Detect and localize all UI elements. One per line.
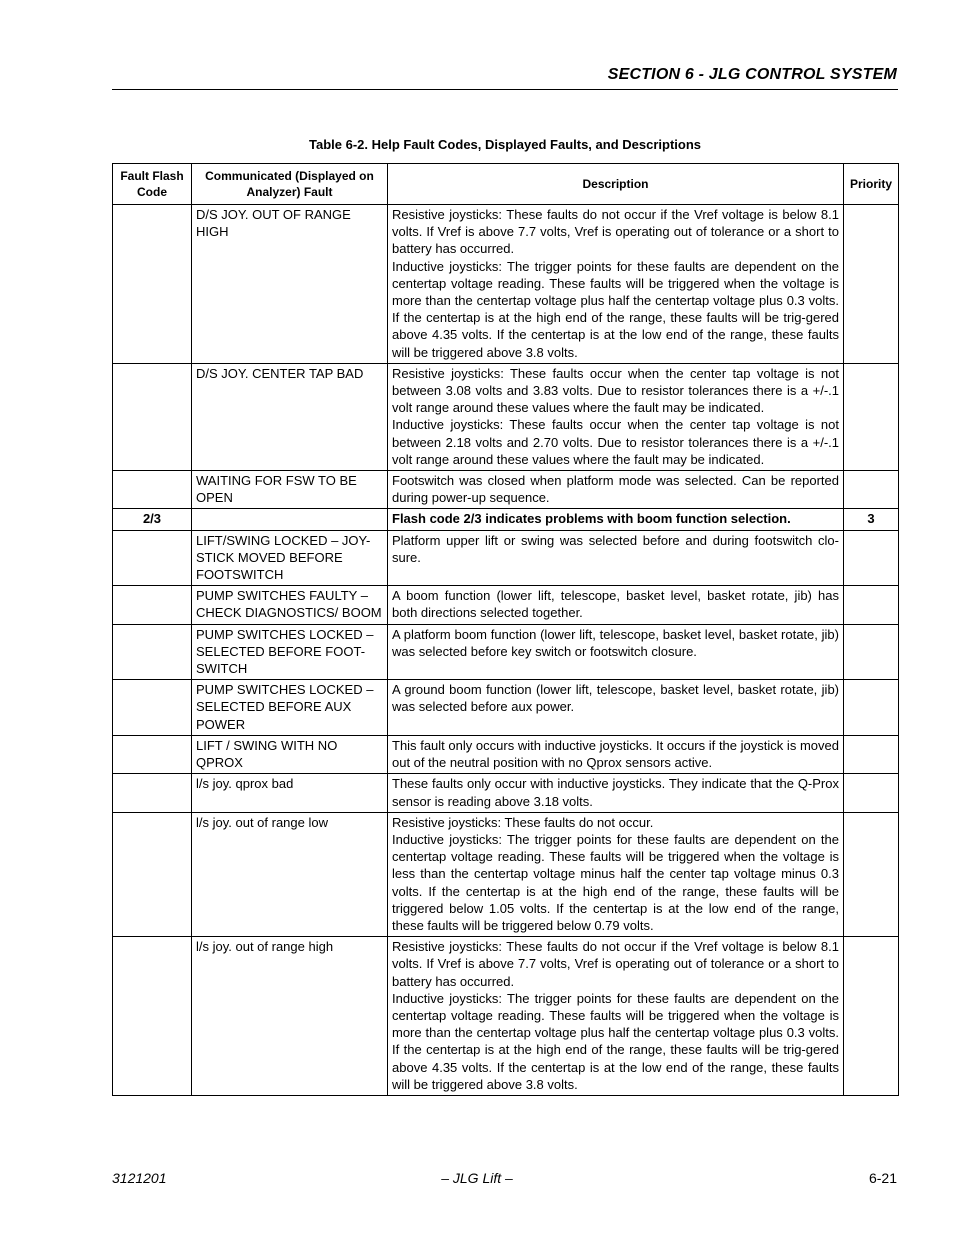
table-title: Table 6-2. Help Fault Codes, Displayed Faults, and Descriptions <box>308 137 701 152</box>
description-cell: A platform boom function (lower lift, telescope, basket level, basket rotate, jib) was selected before key switch or footswitch closure. <box>388 624 844 680</box>
flash-code-cell <box>113 205 192 364</box>
fault-cell: LIFT / SWING WITH NO QPROX <box>192 735 388 773</box>
fault-codes-table <box>112 163 899 1096</box>
priority-cell <box>844 586 899 624</box>
fault-cell: D/S JOY. CENTER TAP BAD <box>192 363 388 470</box>
table-row <box>113 363 899 470</box>
priority-cell <box>844 812 899 936</box>
flash-code-cell <box>113 586 192 624</box>
column-header-description: Description <box>388 164 844 205</box>
table-row <box>113 774 899 812</box>
table-row <box>113 624 899 680</box>
header-divider <box>112 89 898 90</box>
priority-cell <box>844 471 899 509</box>
description-cell: Flash code 2/3 indicates problems with boom function selection. <box>388 509 844 530</box>
priority-cell <box>844 735 899 773</box>
description-cell: Resistive joysticks: These faults do not occur if the Vref voltage is below 8.1 volts. If Vref is above 7.7 volts, Vref is operating out of tolerance or a short to battery has occurred. Inductive joysticks: The trigger points for these faults are dependent on the centertap voltage reading. These faults will be triggered when the voltage is more than the centertap voltage plus half the centertap voltage plus 0.3 volts. If the centertap is at the high end of the range, these faults will be trig-gered above 4.35 volts. If the centertap is at the low end of the range, these faults will be triggered above 3.8 volts. <box>388 205 844 364</box>
priority-cell <box>844 774 899 812</box>
footer-brand: – JLG Lift – <box>441 1170 513 1186</box>
table-row <box>113 812 899 936</box>
flash-code-cell <box>113 812 192 936</box>
priority-cell: 3 <box>844 509 899 530</box>
flash-code-cell <box>113 774 192 812</box>
table-row <box>113 680 899 736</box>
fault-cell: PUMP SWITCHES FAULTY – CHECK DIAGNOSTICS/ BOOM <box>192 586 388 624</box>
flash-code-cell <box>113 735 192 773</box>
description-cell: A boom function (lower lift, telescope, basket level, basket rotate, jib) has both directions selected together. <box>388 586 844 624</box>
description-cell: This fault only occurs with inductive joysticks. It occurs if the joystick is moved out of the neutral position with no Qprox sensors active. <box>388 735 844 773</box>
description-cell: Resistive joysticks: These faults do not occur. Inductive joysticks: The trigger points for these faults are dependent on the centertap voltage reading. These faults will be triggered when the voltage is less than the centertap voltage minus half the center tap voltage minus 0.3 volts. If the centertap is at the high end of the range, these faults will be triggered below 1.05 volts. If the centertap is at the low end of the range, these faults will be triggered below 0.79 volts. <box>388 812 844 936</box>
flash-code-cell <box>113 363 192 470</box>
description-cell: Resistive joysticks: These faults do not occur if the Vref voltage is below 8.1 volts. If Vref is above 7.7 volts, Vref is operating out of tolerance or a short to battery has occurred. Inductive joysticks: The trigger points for these faults are dependent on the centertap voltage reading. These faults will be triggered when the voltage is more than the centertap voltage plus half the centertap voltage plus 0.3 volts. If the centertap is at the high end of the range, these faults will be trig-gered above 4.35 volts. If the centertap is at the low end of the range, these faults will be triggered above 3.8 volts. <box>388 937 844 1096</box>
table-row <box>113 471 899 509</box>
table-header-row <box>113 164 899 205</box>
flash-code-cell <box>113 680 192 736</box>
priority-cell <box>844 205 899 364</box>
flash-code-cell <box>113 530 192 586</box>
column-header-priority: Priority <box>844 164 899 205</box>
table-row <box>113 937 899 1096</box>
table-row <box>113 586 899 624</box>
fault-cell <box>192 509 388 530</box>
fault-cell: l/s joy. out of range high <box>192 937 388 1096</box>
priority-cell <box>844 624 899 680</box>
description-cell: These faults only occur with inductive joysticks. They indicate that the Q-Prox sensor is reading above 3.18 volts. <box>388 774 844 812</box>
fault-cell: l/s joy. out of range low <box>192 812 388 936</box>
priority-cell <box>844 363 899 470</box>
flash-code-cell <box>113 471 192 509</box>
fault-cell: PUMP SWITCHES LOCKED – SELECTED BEFORE AUX POWER <box>192 680 388 736</box>
fault-cell: l/s joy. qprox bad <box>192 774 388 812</box>
fault-cell: WAITING FOR FSW TO BE OPEN <box>192 471 388 509</box>
document-number: 3121201 <box>112 1170 167 1186</box>
priority-cell <box>844 530 899 586</box>
column-header-code: Fault Flash Code <box>113 164 192 205</box>
flash-code-cell: 2/3 <box>113 509 192 530</box>
table-row <box>113 205 899 364</box>
section-title: SECTION 6 - JLG CONTROL SYSTEM <box>607 66 897 83</box>
page-number: 6-21 <box>868 1170 897 1186</box>
fault-cell: LIFT/SWING LOCKED – JOY-STICK MOVED BEFORE FOOTSWITCH <box>192 530 388 586</box>
fault-cell: PUMP SWITCHES LOCKED – SELECTED BEFORE FOOT-SWITCH <box>192 624 388 680</box>
priority-cell <box>844 680 899 736</box>
priority-cell <box>844 937 899 1096</box>
description-cell: Platform upper lift or swing was selected before and during footswitch clo-sure. <box>388 530 844 586</box>
description-cell: Footswitch was closed when platform mode was selected. Can be reported during power-up sequence. <box>388 471 844 509</box>
table-row <box>113 509 899 530</box>
flash-code-cell <box>113 937 192 1096</box>
flash-code-cell <box>113 624 192 680</box>
table-row <box>113 735 899 773</box>
table-row <box>113 530 899 586</box>
description-cell: A ground boom function (lower lift, telescope, basket level, basket rotate, jib) was selected before aux power. <box>388 680 844 736</box>
description-cell: Resistive joysticks: These faults occur when the center tap voltage is not between 3.08 volts and 3.83 volts. Due to resistor tolerances there is a +/-.1 volt range around these values where the fault may be indicated. Inductive joysticks: These faults occur when the center tap voltage is not between 2.18 volts and 2.70 volts. Due to resistor tolerances there is a +/-.1 volt range around these values where the fault may be indicated. <box>388 363 844 470</box>
fault-cell: D/S JOY. OUT OF RANGE HIGH <box>192 205 388 364</box>
column-header-fault: Communicated (Displayed on Analyzer) Fault <box>192 164 388 205</box>
